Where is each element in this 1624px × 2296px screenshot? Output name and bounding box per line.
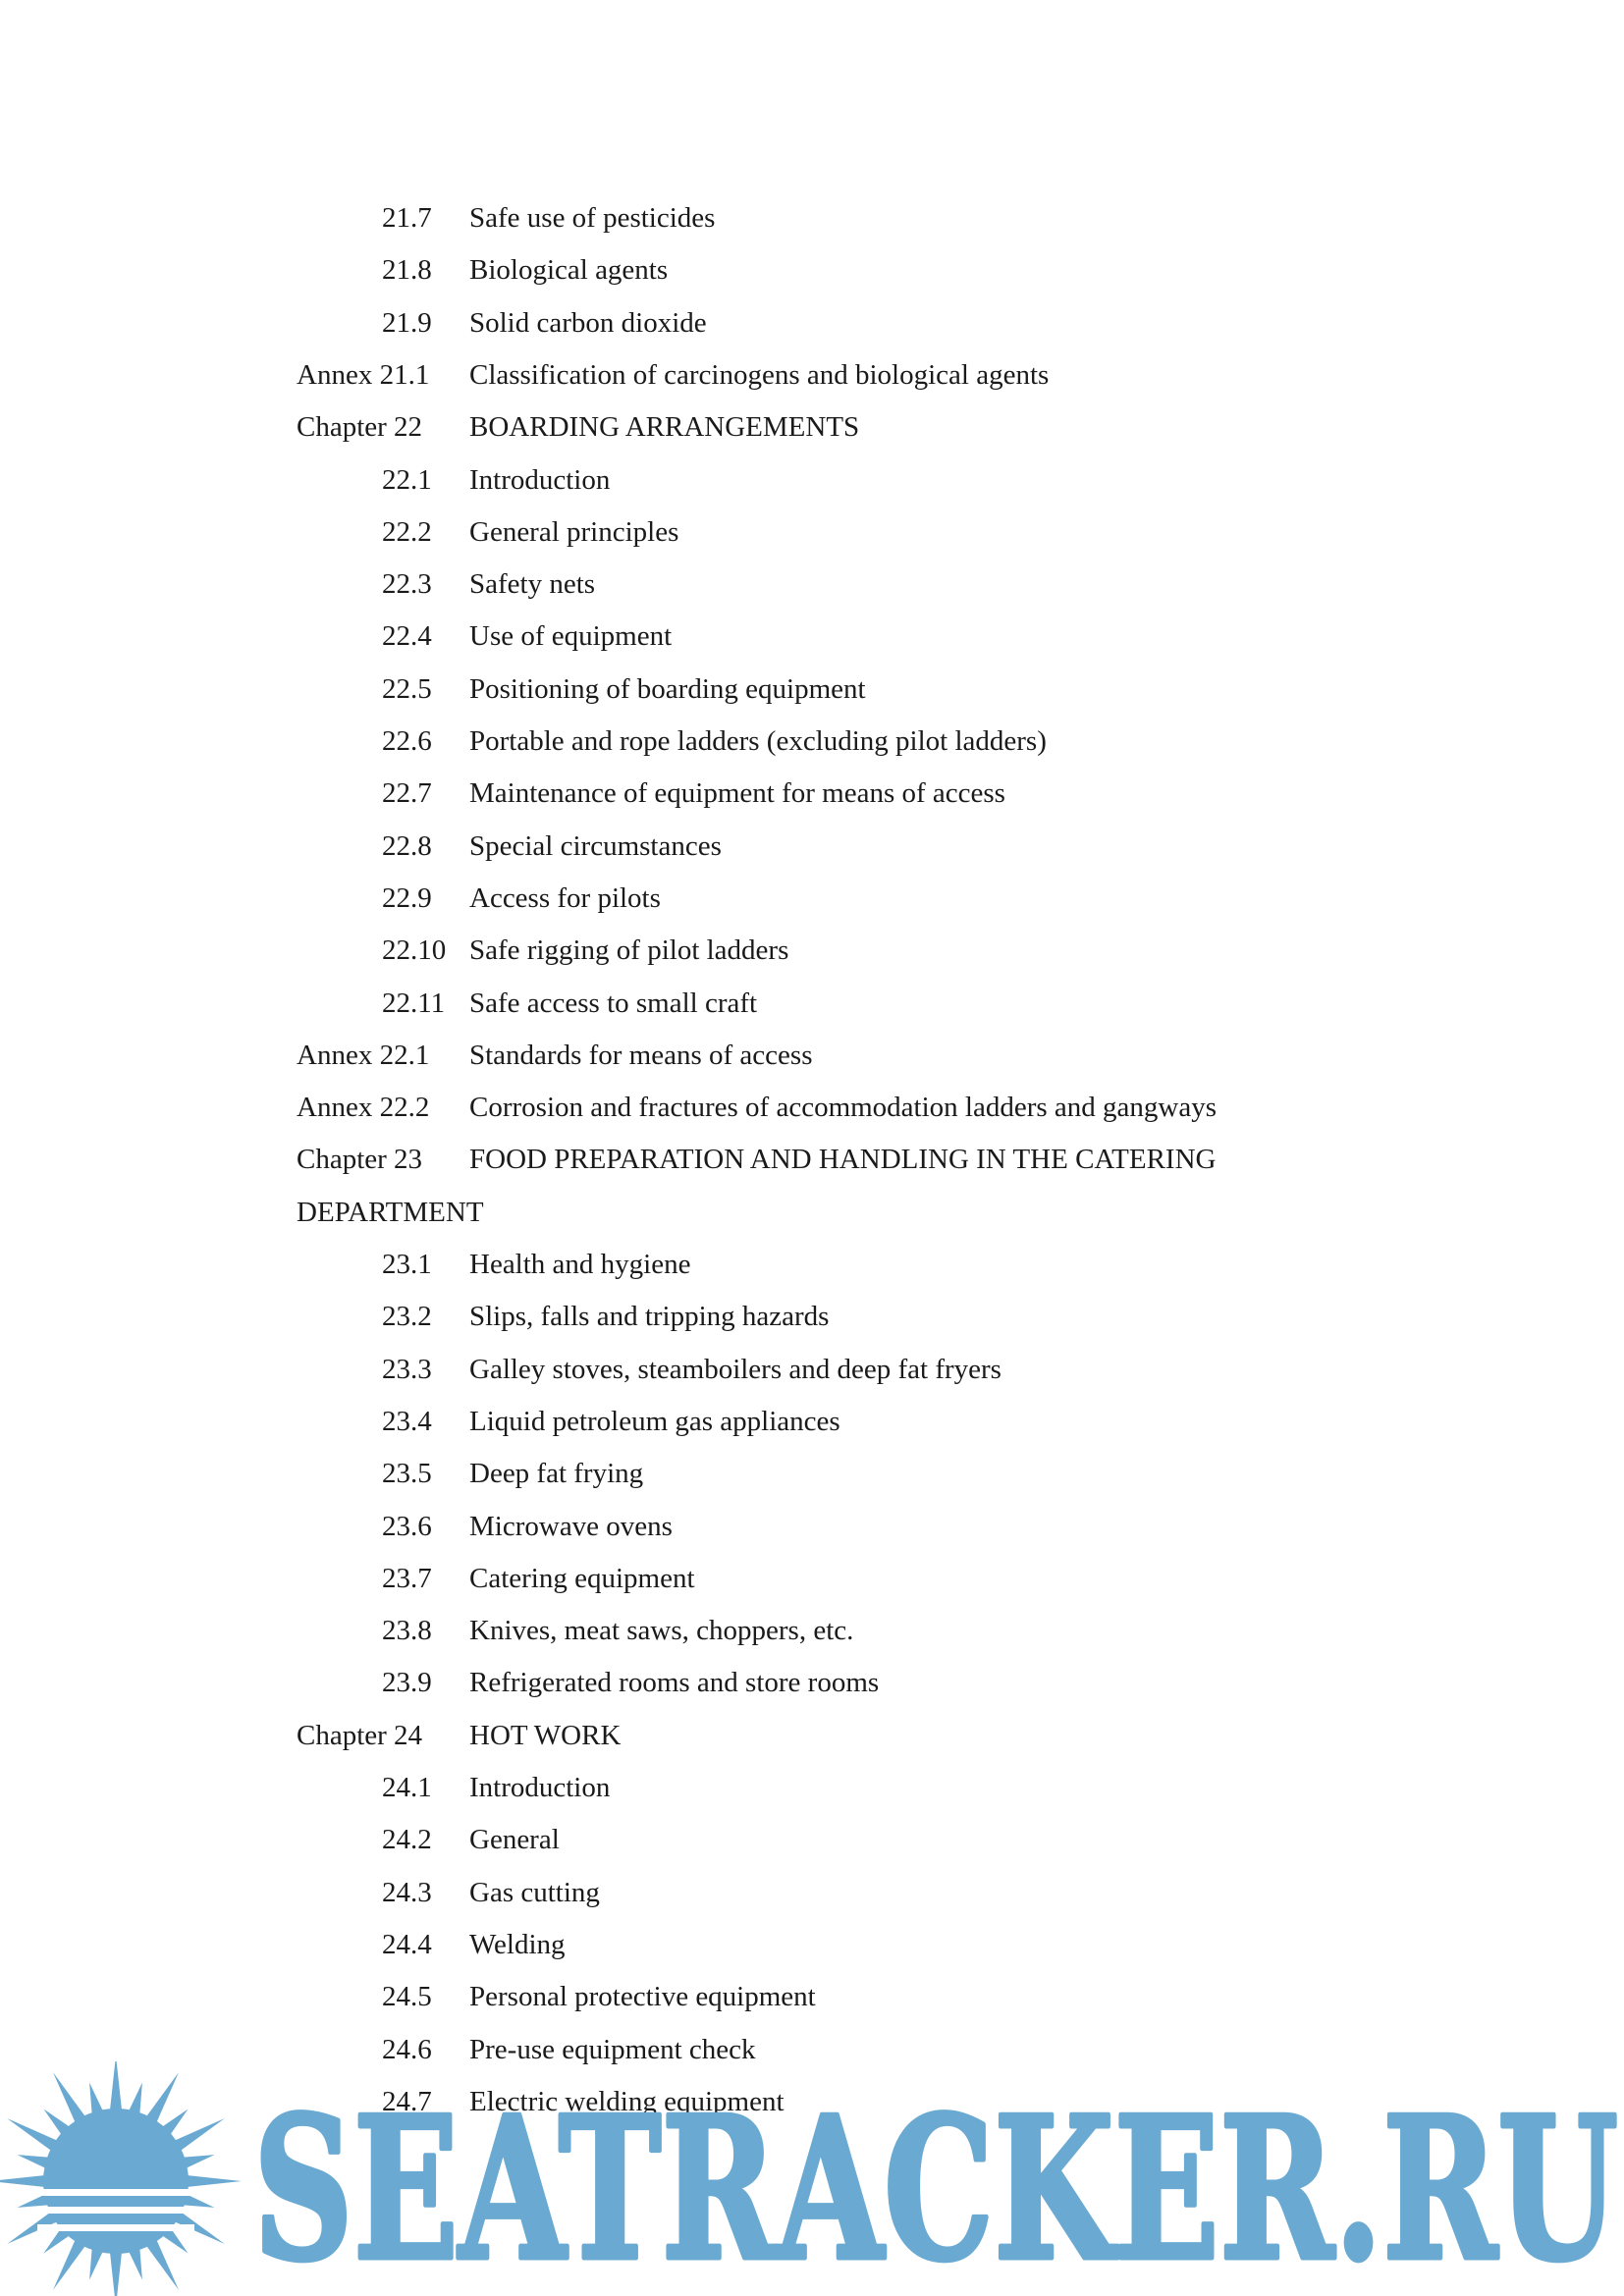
toc-entry-title: Access for pilots	[469, 881, 661, 914]
toc-entry	[0, 772, 1624, 815]
toc-entry-title: Corrosion and fractures of accommodation ladders and gangways	[469, 1092, 1218, 1124]
toc-entry-title: Safe rigging of pilot ladders	[469, 934, 789, 967]
toc-entry	[0, 1871, 1624, 1914]
toc-entry-number: 22.5	[382, 672, 432, 705]
toc-entry	[0, 1923, 1624, 1966]
toc-entry-title: Safe access to small craft	[469, 987, 758, 1019]
toc-entry-number: 23.6	[382, 1510, 432, 1542]
toc-entry-title: Pre-use equipment check	[469, 2033, 756, 2065]
toc-entry-title: Safe use of pesticides	[469, 202, 716, 234]
toc-entry-title: Standards for means of access	[469, 1039, 813, 1071]
toc-entry-title: Safety nets	[469, 568, 596, 601]
toc-entry-title: Slips, falls and tripping hazards	[469, 1301, 830, 1333]
toc-entry-number: 24.6	[382, 2033, 432, 2065]
toc-entry-title: Maintenance of equipment for means of access	[469, 777, 1005, 810]
toc-entry-number: 23.7	[382, 1562, 432, 1594]
toc-entry-title: General	[469, 1824, 560, 1856]
toc-entry	[0, 1400, 1624, 1443]
toc-entry-number: 22.4	[382, 620, 432, 653]
toc-entry-number: 22.7	[382, 777, 432, 810]
toc-entry-title: Introduction	[469, 1772, 611, 1803]
toc-entry-number: 24.1	[382, 1772, 432, 1803]
toc-entry-title: General principles	[469, 515, 679, 548]
toc-entry-title: Health and hygiene	[469, 1249, 691, 1280]
toc-entry-title: Catering equipment	[469, 1562, 695, 1594]
toc-entry	[0, 196, 1624, 240]
toc-entry-number: 23.4	[382, 1405, 432, 1437]
toc-entry	[0, 405, 1624, 449]
toc-entry-number: Annex 21.1	[297, 358, 430, 391]
toc-entry-title: Knives, meat saws, choppers, etc.	[469, 1615, 854, 1647]
toc-entry-number: 23.9	[382, 1667, 432, 1699]
toc-entry-title: Introduction	[469, 463, 611, 496]
toc-entry-title: Positioning of boarding equipment	[469, 672, 866, 705]
watermark	[0, 2061, 1624, 2296]
toc-entry	[0, 1661, 1624, 1704]
toc-entry	[0, 1243, 1624, 1286]
toc-entry	[0, 1818, 1624, 1861]
toc-entry	[0, 1034, 1624, 1077]
sun-logo-icon	[0, 2061, 242, 2296]
toc-entry-number: 21.8	[382, 254, 432, 287]
toc-entry-title: Refrigerated rooms and store rooms	[469, 1667, 880, 1699]
toc-entry	[0, 1557, 1624, 1600]
toc-entry-title: Use of equipment	[469, 620, 673, 653]
toc-entry-title: Liquid petroleum gas appliances	[469, 1405, 840, 1437]
toc-entry-title: Deep fat frying	[469, 1458, 644, 1490]
toc-entry-title: FOOD PREPARATION AND HANDLING IN THE CATERING	[469, 1144, 1217, 1176]
toc-entry-number: Annex 22.2	[297, 1092, 430, 1124]
toc-entry-number: 24.2	[382, 1824, 432, 1856]
toc-entry-number: 24.4	[382, 1928, 432, 1960]
toc-entry-title: HOT WORK	[469, 1719, 622, 1751]
toc-entry	[0, 562, 1624, 606]
toc-entry-number: Chapter 22	[297, 411, 423, 444]
toc-entry	[0, 877, 1624, 920]
toc-entry-number: 24.7	[382, 2085, 432, 2117]
toc-entry-number: Chapter 23	[297, 1144, 423, 1176]
toc-entry	[0, 248, 1624, 292]
toc-entry-number: 23.5	[382, 1458, 432, 1490]
toc-entry	[0, 1452, 1624, 1495]
toc-entry-number: 24.3	[382, 1876, 432, 1908]
toc-entry	[0, 1505, 1624, 1548]
toc-entry	[0, 510, 1624, 554]
toc-entry	[0, 353, 1624, 397]
toc-entry-title: Solid carbon dioxide	[469, 306, 707, 339]
toc-entry	[0, 1609, 1624, 1652]
toc-entry	[0, 720, 1624, 763]
toc-entry-number: 22.3	[382, 568, 432, 601]
toc-entry-title: Microwave ovens	[469, 1510, 673, 1542]
toc-entry	[0, 929, 1624, 972]
toc-entry-number: 21.7	[382, 202, 432, 234]
toc-entry-title: Welding	[469, 1928, 566, 1960]
toc-entry-title: BOARDING ARRANGEMENTS	[469, 411, 860, 444]
toc-entry-continuation: DEPARTMENT	[297, 1196, 484, 1228]
toc-entry-title: Classification of carcinogens and biological agents	[469, 358, 1050, 391]
toc-entry	[0, 458, 1624, 502]
toc-entry	[0, 1086, 1624, 1129]
toc-entry-title: Special circumstances	[469, 829, 722, 862]
toc-entry	[0, 1975, 1624, 2018]
toc-entry	[0, 301, 1624, 345]
toc-entry	[0, 825, 1624, 868]
toc-entry	[0, 1295, 1624, 1338]
toc-entry-number: 23.2	[382, 1301, 432, 1333]
toc-entry-number: 22.8	[382, 829, 432, 862]
toc-entry-number: Annex 22.1	[297, 1039, 430, 1071]
toc-entry	[0, 667, 1624, 711]
toc-entry	[0, 1766, 1624, 1809]
toc-entry-number: 24.5	[382, 1981, 432, 2013]
toc-entry-title: Gas cutting	[469, 1876, 600, 1908]
toc-entry-title: Personal protective equipment	[469, 1981, 816, 2013]
toc-entry-title: Biological agents	[469, 254, 669, 287]
toc-entry	[0, 982, 1624, 1025]
toc-entry-number: Chapter 24	[297, 1719, 423, 1751]
toc-entry-number: 22.9	[382, 881, 432, 914]
toc-entry-number: 22.11	[382, 987, 446, 1019]
toc-entry-number: 22.10	[382, 934, 447, 967]
toc-entry-number: 23.3	[382, 1353, 432, 1385]
toc-entry	[0, 1714, 1624, 1757]
toc-entry-number: 23.8	[382, 1615, 432, 1647]
toc-entry-title: Galley stoves, steamboilers and deep fat fryers	[469, 1353, 1001, 1385]
toc-entry-title: Portable and rope ladders (excluding pilot ladders)	[469, 725, 1047, 757]
watermark-text: SEATRACKER.RU	[253, 2074, 1618, 2296]
toc-entry-number: 22.1	[382, 463, 432, 496]
toc-entry	[0, 614, 1624, 658]
toc-entry	[0, 1138, 1624, 1181]
toc-entry-number: 22.2	[382, 515, 432, 548]
toc-entry-number: 21.9	[382, 306, 432, 339]
toc-entry-number: 22.6	[382, 725, 432, 757]
toc-entry-title: Electric welding equipment	[469, 2085, 785, 2117]
toc-entry	[0, 1348, 1624, 1391]
toc-entry-number: 23.1	[382, 1249, 432, 1280]
